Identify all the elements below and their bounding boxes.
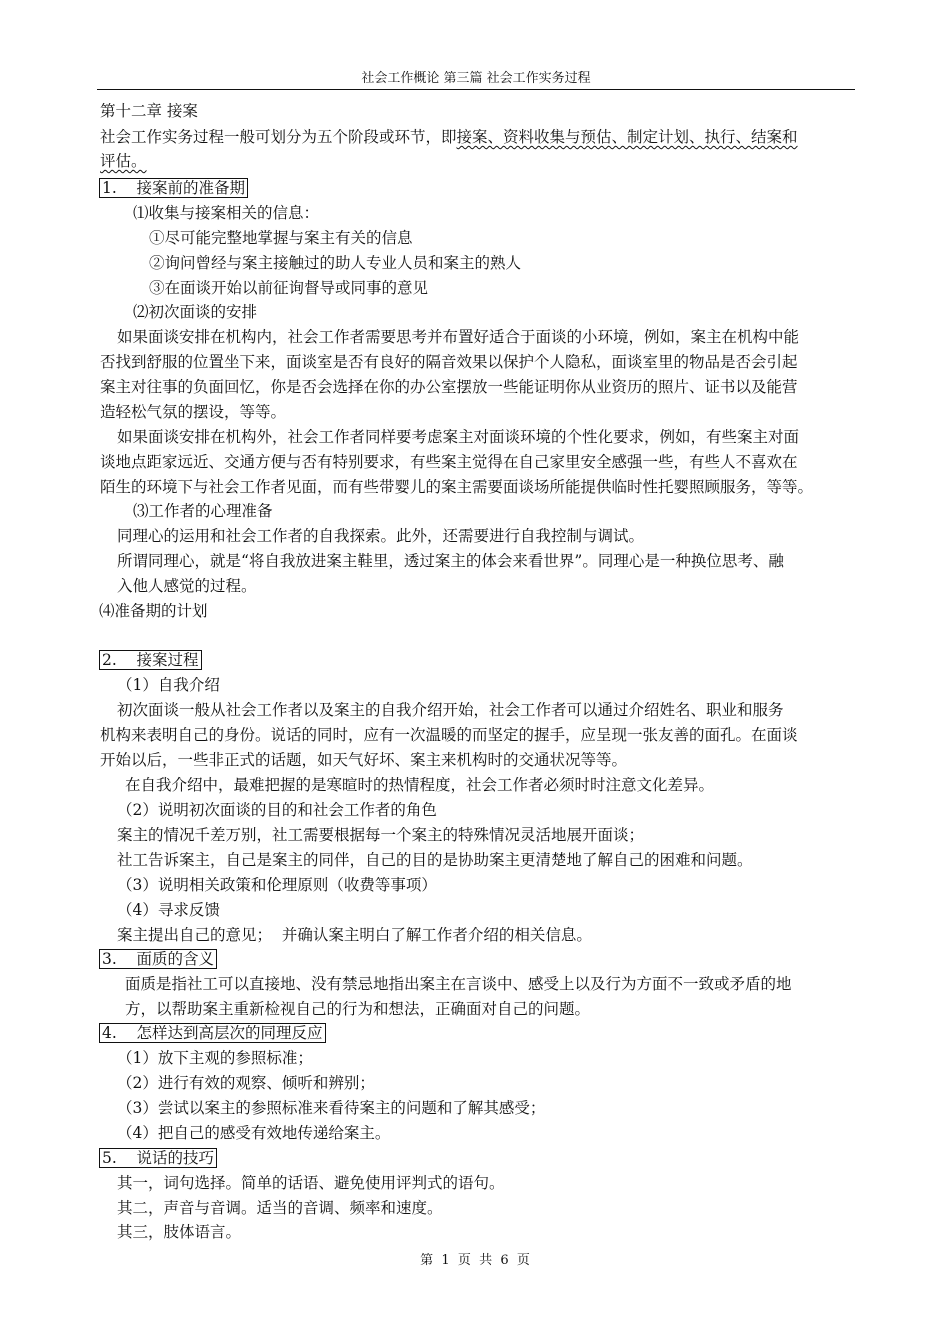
section-1-sub-1: ⑴收集与接案相关的信息：: [133, 204, 320, 222]
page-header: 社会工作概论 第三篇 社会工作实务过程: [97, 70, 855, 90]
section-1-p4-line-1: 所谓同理心，就是“将自我放进案主鞋里，透过案主的体会来看世界”。同理心是一种换位思考、融: [117, 552, 784, 570]
section-1-p1-line-4: 造轻松气氛的摆设，等等。: [100, 403, 287, 421]
section-5-heading: [99, 1147, 217, 1169]
section-1-p2-line-2: 谈地点距家远近、交通方便与否有特别要求，有些案主觉得在自己家里安全感强一些，有些人不喜欢在: [100, 453, 798, 471]
section-2-heading: [99, 649, 202, 671]
section-2-sub-2: （2）说明初次面谈的目的和社会工作者的角色: [117, 801, 437, 819]
section-2-sub-3: （3）说明相关政策和伦理原则（收费等事项）: [117, 876, 437, 894]
section-3-heading-text: 3. 面质的含义: [99, 949, 217, 969]
section-2-p1-line-2: 机构来表明自己的身份。说话的同时，应有一次温暖的而坚定的握手，应呈现一张友善的面孔。在面谈: [100, 726, 798, 744]
section-3-p1-line-2: 方，以帮助案主重新检视自己的行为和想法，正确面对自己的问题。: [125, 1000, 591, 1018]
section-2-p5: 案主提出自己的意见； 并确认案主明白了解工作者介绍的相关信息。: [117, 926, 592, 944]
intro-stages-underlined-end: 评估。: [100, 152, 147, 170]
section-1-sub-4: ⑷准备期的计划: [99, 602, 208, 620]
section-1-item-3: ③在面谈开始以前征询督导或同事的意见: [149, 279, 429, 297]
section-1-p1-line-2: 否找到舒服的位置坐下来，面谈室是否有良好的隔音效果以保护个人隐私，面谈室里的物品是否会引起: [100, 353, 798, 371]
section-1-heading-text: 1. 接案前的准备期: [99, 178, 248, 198]
section-2-p4: 社工告诉案主，自己是案主的同伴，自己的目的是协助案主更清楚地了解自己的困难和问题。: [117, 851, 753, 869]
section-5-item-1: 其一，词句选择。简单的话语、避免使用评判式的语句。: [117, 1174, 505, 1192]
section-5-item-3: 其三，肢体语言。: [117, 1223, 242, 1241]
section-4-item-3: （3）尝试以案主的参照标准来看待案主的问题和了解其感受；: [117, 1099, 546, 1117]
section-4-item-1: （1）放下主观的参照标准；: [117, 1049, 313, 1067]
section-4-heading-text: 4. 怎样达到高层次的同理反应: [99, 1023, 326, 1043]
section-1-item-1: ①尽可能完整地掌握与案主有关的信息: [149, 229, 413, 247]
intro-stages-underlined: 接案、资料收集与预估、制定计划、执行、结案和: [456, 128, 798, 146]
section-2-sub-1: （1）自我介绍: [117, 676, 220, 694]
chapter-title: 第十二章 接案: [100, 102, 198, 120]
section-2-p1-line-3: 开始以后，一些非正式的话题，如天气好坏、案主来机构时的交通状况等等。: [100, 751, 628, 769]
section-4-heading: [99, 1022, 326, 1044]
section-4-item-2: （2）进行有效的观察、倾听和辨别；: [117, 1074, 375, 1092]
section-1-sub-2: ⑵初次面谈的安排: [133, 303, 258, 321]
section-1-heading: [99, 177, 248, 199]
section-2-p2: 在自我介绍中，最难把握的是寒暄时的热情程度，社会工作者必须时时注意文化差异。: [125, 776, 715, 794]
intro-line-2: [100, 150, 147, 172]
section-1-p4-line-2: 入他人感觉的过程。: [117, 577, 257, 595]
section-1-item-2: ②询问曾经与案主接触过的助人专业人员和案主的熟人: [149, 254, 522, 272]
section-1-p2-line-1: 如果面谈安排在机构外，社会工作者同样要考虑案主对面谈环境的个性化要求，例如，有些案主对面: [117, 428, 800, 446]
section-3-heading: [99, 948, 217, 970]
section-1-p2-line-3: 陌生的环境下与社会工作者见面，而有些带婴儿的案主需要面谈场所能提供临时性托婴照顾服务，等等。: [100, 478, 814, 496]
section-2-sub-4: （4）寻求反馈: [117, 901, 220, 919]
section-4-item-4: （4）把自己的感受有效地传递给案主。: [117, 1124, 391, 1142]
section-5-heading-text: 5. 说话的技巧: [99, 1148, 217, 1168]
section-1-p1-line-1: 如果面谈安排在机构内，社会工作者需要思考并布置好适合于面谈的小环境，例如，案主在机构中能: [117, 328, 800, 346]
section-2-heading-text: 2. 接案过程: [99, 650, 202, 670]
section-5-item-2: 其二，声音与音调。适当的音调、频率和速度。: [117, 1199, 443, 1217]
section-3-p1-line-1: 面质是指社工可以直接地、没有禁忌地指出案主在言谈中、感受上以及行为方面不一致或矛盾的地: [125, 975, 792, 993]
section-1-p3: 同理心的运用和社会工作者的自我探索。此外，还需要进行自我控制与调试。: [117, 527, 645, 545]
page-footer: 第 1 页 共 6 页: [420, 1253, 530, 1268]
section-1-p1-line-3: 案主对往事的负面回忆，你是否会选择在你的办公室摆放一些能证明你从业资历的照片、证书以及能营: [100, 378, 798, 396]
section-1-sub-3: ⑶工作者的心理准备: [133, 502, 273, 520]
intro-line-1: [100, 126, 798, 148]
intro-text: 社会工作实务过程一般可划分为五个阶段或环节，即: [100, 128, 457, 146]
section-2-p1-line-1: 初次面谈一般从社会工作者以及案主的自我介绍开始，社会工作者可以通过介绍姓名、职业和服务: [117, 701, 784, 719]
section-2-p3: 案主的情况千差万别，社工需要根据每一个案主的特殊情况灵活地展开面谈；: [117, 826, 645, 844]
